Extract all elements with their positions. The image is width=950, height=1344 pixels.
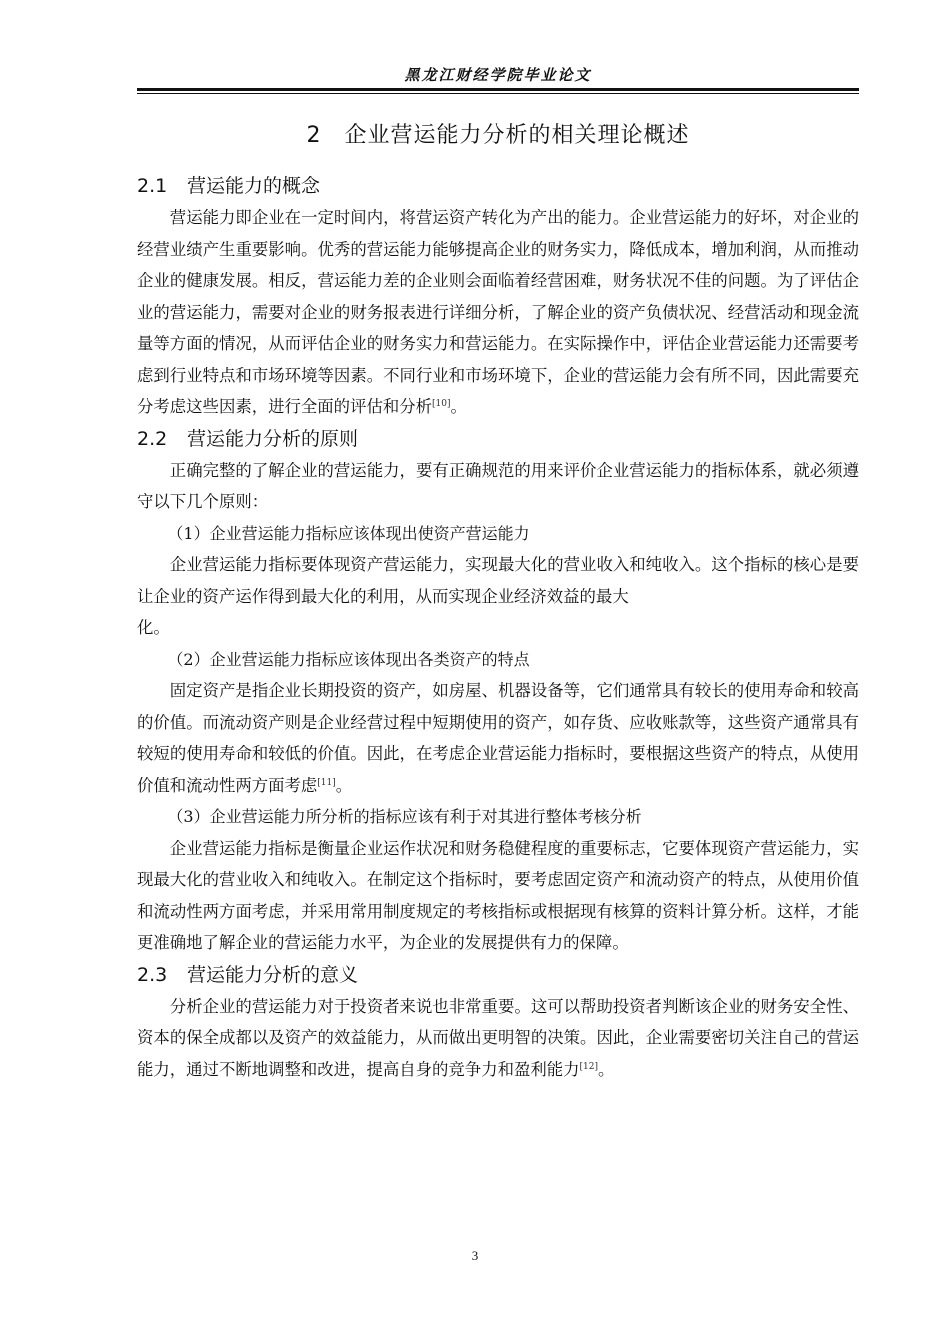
paragraph-end: 。 [598, 1059, 615, 1079]
paragraph: 正确完整的了解企业的营运能力，要有正确规范的用来评价企业营运能力的指标体系，就必须遵守以下几个原则： [137, 460, 859, 511]
section-heading-2-3 [137, 959, 859, 991]
section-heading-2-1 [137, 170, 859, 202]
paragraph: 企业营运能力指标是衡量企业运作状况和财务稳健程度的重要标志，它要体现资产营运能力，实现最大化的营业收入和纯收入。在制定这个指标时，要考虑固定资产和流动资产的特点，从使用价值和流动性两方面考虑，并采用常用制度规定的考核指标或根据现有核算的资料计算分析。这样，才能更准确地了解企业的营运能力水平，为企业的发展提供有力的保障。 [137, 838, 859, 952]
section-title: 营运能力分析的意义 [187, 963, 359, 986]
paragraph [137, 675, 859, 801]
section-title: 营运能力的概念 [187, 175, 321, 197]
citation-ref: [12] [579, 1061, 599, 1072]
running-header: 黑龙江财经学院毕业论文 [404, 66, 592, 84]
principle-item-1: （1）企业营运能力指标应该体现出使资产营运能力 [167, 523, 530, 543]
section-heading-2-2 [137, 423, 859, 455]
section-number: 2.2 [137, 427, 168, 450]
principle-item-2: （2）企业营运能力指标应该体现出各类资产的特点 [167, 649, 530, 669]
paragraph-text: 营运能力即企业在一定时间内，将营运资产转化为产出的能力。企业营运能力的好坏，对企业的经营业绩产生重要影响。优秀的营运能力能够提高企业的财务实力，降低成本，增加利润，从而推动企业的健康发展。相反，营运能力差的企业则会面临着经营困难，财务状况不佳的问题。为了评估企业的营运能力，需要对企业的财务报表进行详细分析，了解企业的资产负债状况、经营活动和现金流量等方面的情况，从而评估企业的财务实力和营运能力。在实际操作中，评估企业营运能力还需要考虑到行业特点和市场环境等因素。不同行业和市场环境下，企业的营运能力会有所不同，因此需要充分考虑这些因素，进行全面的评估和分析 [137, 208, 859, 416]
section-number: 2.3 [137, 963, 168, 986]
paragraph-text: 分析企业的营运能力对于投资者来说也非常重要。这可以帮助投资者判断该企业的财务安全性、资本的保全成都以及资产的效益能力，从而做出更明智的决策。因此，企业需要密切关注自己的营运能力，通过不断地调整和改进，提高自身的竞争力和盈利能力 [137, 996, 859, 1079]
principle-item-3: （3）企业营运能力所分析的指标应该有利于对其进行整体考核分析 [167, 807, 642, 826]
section-title: 营运能力分析的原则 [187, 427, 359, 450]
citation-ref: [11] [317, 777, 336, 788]
paragraph [137, 991, 859, 1086]
body-content [137, 170, 859, 1085]
header-rule-thick [137, 88, 859, 91]
citation-ref: [10] [432, 399, 451, 409]
paragraph [137, 202, 859, 423]
paragraph-continuation: 化。 [137, 618, 170, 637]
paragraph-end: 。 [335, 775, 353, 795]
paragraph: 企业营运能力指标要体现资产营运能力，实现最大化的营业收入和纯收入。这个指标的核心是要让企业的资产运作得到最大化的利用，从而实现企业经济效益的最大 [137, 555, 859, 606]
section-number: 2.1 [137, 175, 168, 197]
header-rule-thin [137, 93, 859, 94]
page-number: 3 [471, 1248, 479, 1263]
chapter-title: 2 企业营运能力分析的相关理论概述 [306, 123, 690, 148]
paragraph-end: 。 [450, 397, 467, 416]
paragraph-text: 固定资产是指企业长期投资的资产，如房屋、机器设备等，它们通常具有较长的使用寿命和较高的价值。而流动资产则是企业经营过程中短期使用的资产，如存货、应收账款等，这些资产通常具有较短的使用寿命和较低的价值。因此，在考虑企业营运能力指标时，要根据这些资产的特点，从使用价值和流动性两方面考虑 [137, 681, 859, 795]
